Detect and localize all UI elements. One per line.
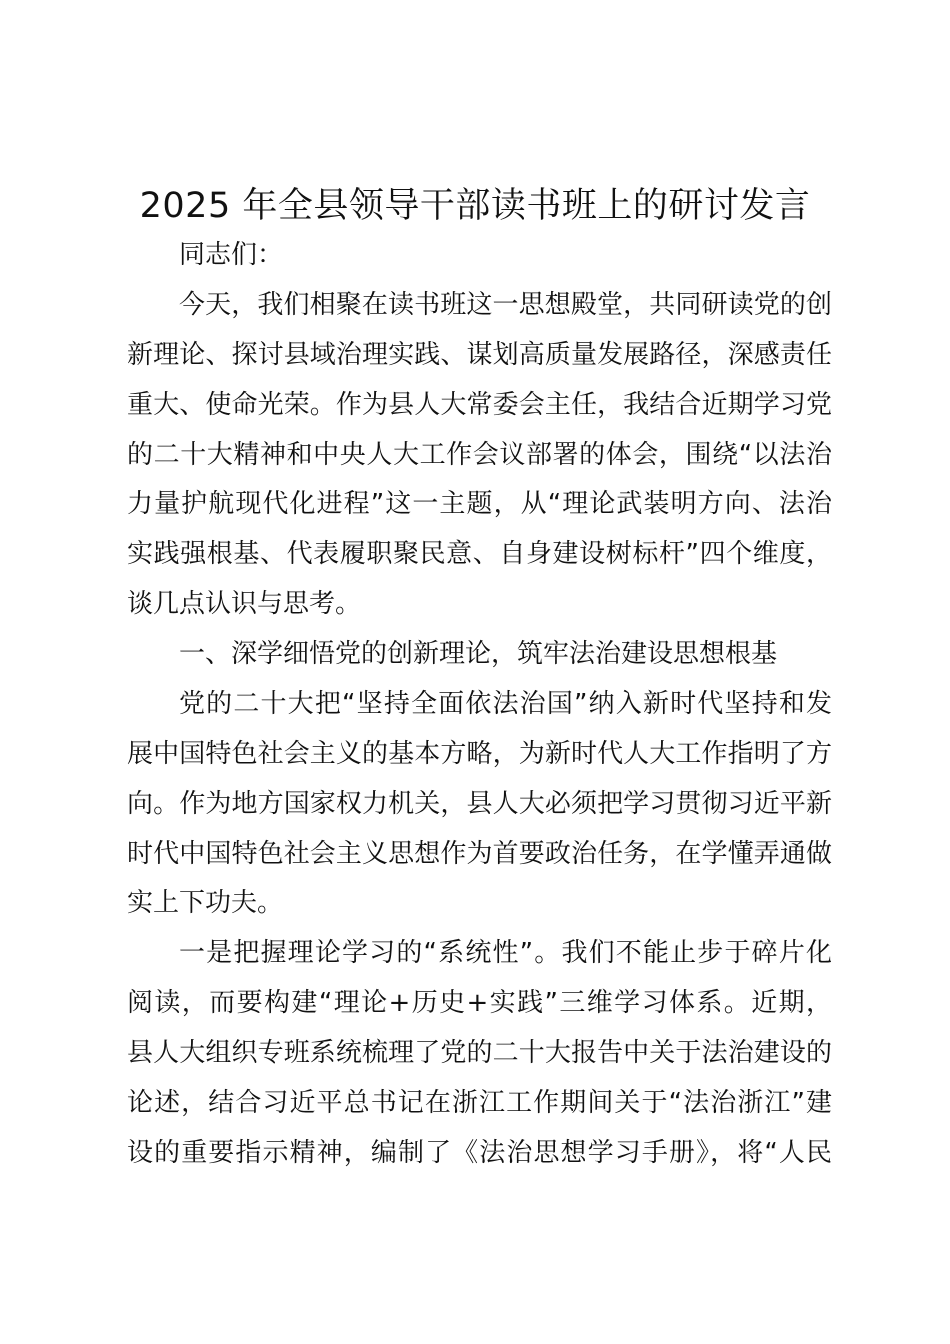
paragraph-line: 实上下功夫。 bbox=[127, 888, 284, 918]
paragraph-line: 重大、使命光荣。作为县人大常委会主任，我结合近期学习党 bbox=[127, 390, 832, 420]
paragraph-line: 新理论、探讨县域治理实践、谋划高质量发展路径，深感责任 bbox=[127, 340, 832, 370]
salutation: 同志们： bbox=[179, 240, 284, 270]
paragraph-line: 力量护航现代化进程”这一主题，从“理论武装明方向、法治 bbox=[127, 489, 832, 519]
paragraph-line: 实践强根基、代表履职聚民意、自身建设树标杆”四个维度， bbox=[127, 539, 832, 569]
paragraph-line: 的二十大精神和中央人大工作会议部署的体会，围绕“以法治 bbox=[127, 440, 832, 470]
paragraph-line: 设的重要指示精神，编制了《法治思想学习手册》，将“人民 bbox=[127, 1138, 832, 1168]
paragraph-line: 论述，结合习近平总书记在浙江工作期间关于“法治浙江”建 bbox=[127, 1088, 832, 1118]
paragraph-line: 向。作为地方国家权力机关，县人大必须把学习贯彻习近平新 bbox=[127, 789, 832, 819]
document-title: 2025 年全县领导干部读书班上的研讨发言 bbox=[139, 186, 811, 226]
paragraph-line: 今天，我们相聚在读书班这一思想殿堂，共同研读党的创 bbox=[179, 290, 832, 320]
paragraph-line: 党的二十大把“坚持全面依法治国”纳入新时代坚持和发 bbox=[179, 689, 832, 719]
section-heading: 一、深学细悟党的创新理论，筑牢法治建设思想根基 bbox=[179, 639, 778, 669]
paragraph-line: 阅读，而要构建“理论+历史+实践”三维学习体系。近期， bbox=[127, 988, 832, 1018]
paragraph-line: 县人大组织专班系统梳理了党的二十大报告中关于法治建设的 bbox=[127, 1038, 832, 1068]
paragraph-line: 谈几点认识与思考。 bbox=[127, 589, 362, 619]
paragraph-line: 展中国特色社会主义的基本方略，为新时代人大工作指明了方 bbox=[127, 739, 832, 769]
paragraph-line: 时代中国特色社会主义思想作为首要政治任务，在学懂弄通做 bbox=[127, 839, 832, 869]
paragraph-line: 一是把握理论学习的“系统性”。我们不能止步于碎片化 bbox=[179, 938, 832, 968]
